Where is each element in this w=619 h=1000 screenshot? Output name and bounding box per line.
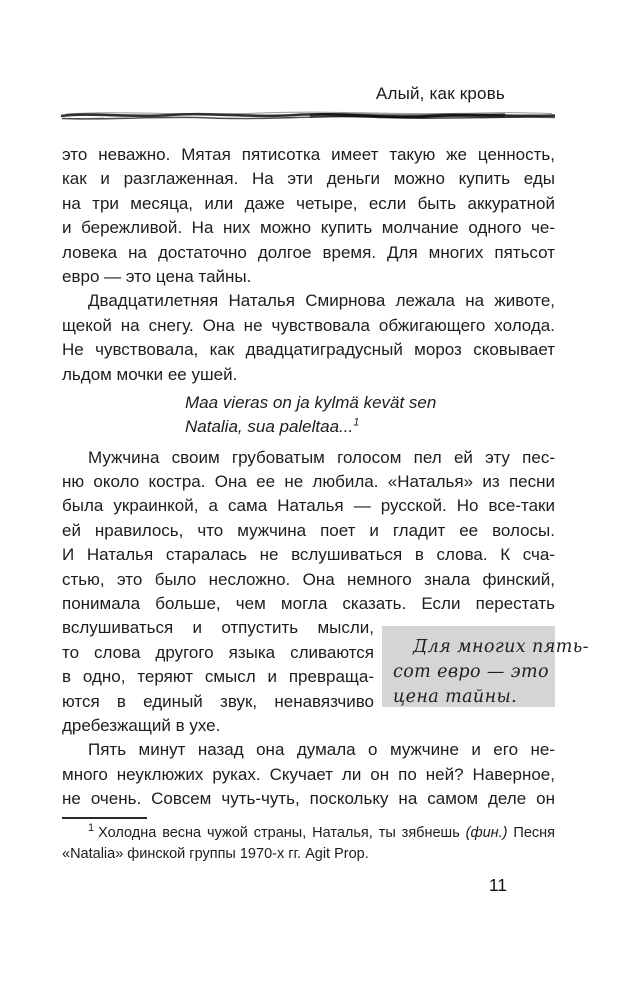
body-line: Пять минут назад она думала о мужчине и его не- <box>88 740 555 760</box>
body-line: ловека на достаточно долгое время. Для многих пятьсот <box>62 242 555 262</box>
body-line: ей нравилось, что мужчина поет и гладит ее волосы. <box>62 520 555 540</box>
page-content <box>62 143 589 865</box>
footnote-line: «Natalia» финской группы 1970-х гг. Agit Prop. <box>62 845 369 862</box>
pull-quote-line: сот евро — это <box>393 662 549 682</box>
poem-line: Natalia, sua paleltaa...$^1$ <box>185 416 360 437</box>
paragraph <box>62 289 555 387</box>
body-line: ются в единый звук, ненавязчиво <box>62 691 374 711</box>
body-line: и бережливой. На них можно купить молчание одного че- <box>62 218 555 238</box>
footnote-line: $^1$ Холодна весна чужой страны, Наталья, ты зябнешь (фин.) Песня <box>88 821 556 841</box>
pull-quote-box <box>382 626 589 707</box>
body-line: Мужчина своим грубоватым голосом пел ей эту пес- <box>88 447 555 467</box>
running-header: Алый, как кровь <box>375 84 505 103</box>
body-line: ню около костра. Она ее не любила. «Наталья» из песни <box>62 472 555 492</box>
body-line: дребезжащий в ухе. <box>62 715 221 735</box>
body-line: И Наталья старалась не вслушиваться в слова. К сча- <box>62 545 555 565</box>
body-line: это неважно. Мятая пятисотка имеет такую же ценность, <box>62 145 555 164</box>
body-line: стью, это было несложно. Она немного знала финский, <box>62 569 555 589</box>
pull-quote-line: цена тайны. <box>393 687 518 707</box>
body-line: то слова другого языка сливаются <box>62 642 374 662</box>
body-line: понимала больше, чем могла сказать. Если перестать <box>62 594 555 614</box>
body-line: в одно, теряют смысл и превраща- <box>62 667 374 687</box>
body-line: евро — это цена тайны. <box>62 266 252 286</box>
footnote-marker: 1 <box>88 821 95 834</box>
body-line: не очень. Совсем чуть-чуть, поскольку на самом деле он <box>62 789 555 809</box>
footnote-reference: 1 <box>353 416 360 429</box>
body-line: много неуклюжих руках. Скучает ли он по ней? Наверное, <box>62 764 555 784</box>
body-line: как и разглаженная. На эти деньги можно купить еды <box>62 169 555 189</box>
body-line: вслушиваться и отпустить мысли, <box>62 618 374 638</box>
pull-quote-line: Для многих пять- <box>413 637 589 657</box>
body-line: щекой на снегу. Она не чувствовала обжигающего холода. <box>62 315 555 335</box>
body-line: Не чувствовала, как двадцатиградусный мороз сковывает <box>62 340 555 360</box>
paragraph <box>62 143 555 289</box>
song-quote <box>185 391 555 440</box>
body-line: на три месяца, или даже четыре, если быть аккуратной <box>62 193 555 213</box>
footnote-rule <box>62 817 147 819</box>
page-number: 11 <box>488 875 507 895</box>
poem-line: Maa vieras on ja kylmä kevät sen <box>185 392 437 412</box>
footnote <box>62 823 555 865</box>
body-line: Двадцатилетняя Наталья Смирнова лежала на животе, <box>88 291 555 311</box>
body-line: была украинкой, а сама Наталья — русской. Но все-таки <box>62 496 555 516</box>
paragraph <box>62 738 555 811</box>
decorative-divider <box>60 107 557 123</box>
body-line: льдом мочки ее ушей. <box>62 364 238 384</box>
